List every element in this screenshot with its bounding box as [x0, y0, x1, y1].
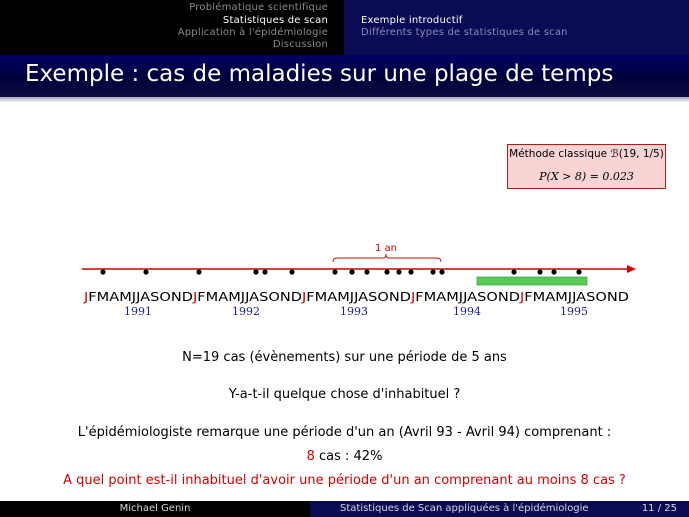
month-letter: A	[545, 289, 554, 304]
event-dot	[364, 269, 369, 274]
month-letter: M	[555, 289, 567, 304]
footer-title: Statistiques de Scan appliquées à l'épidémiologie	[340, 503, 589, 514]
event-dots	[100, 269, 581, 274]
section-list	[0, 0, 344, 55]
nav-section-problematique[interactable]: Problématique scientifique	[189, 2, 328, 13]
month-letter: A	[576, 289, 585, 304]
month-letter: J	[572, 289, 576, 304]
window-label: 1 an	[374, 243, 398, 254]
month-letter: M	[337, 289, 349, 304]
month-letter: F	[88, 289, 96, 304]
footer-right	[310, 501, 689, 517]
event-dot	[262, 269, 267, 274]
month-letter: J	[84, 289, 88, 304]
event-dot	[576, 269, 581, 274]
event-dot	[289, 269, 294, 274]
month-letter: J	[458, 289, 463, 304]
month-letter: F	[415, 289, 423, 304]
event-dot	[537, 269, 542, 274]
month-letter: M	[96, 289, 108, 304]
title-shadow	[0, 97, 689, 103]
month-letter: J	[411, 289, 415, 304]
month-letter: F	[197, 289, 205, 304]
window-brace	[333, 254, 441, 262]
timeline-arrow-icon	[627, 265, 636, 273]
month-letter: O	[159, 289, 170, 304]
month-letter: N	[606, 289, 617, 304]
month-letter: A	[249, 289, 258, 304]
month-letter: J	[463, 289, 467, 304]
month-letter: J	[302, 289, 306, 304]
event-dot	[551, 269, 556, 274]
month-letter: S	[259, 289, 268, 304]
month-letter: M	[532, 289, 544, 304]
month-letter: D	[290, 289, 301, 304]
event-dot	[396, 269, 401, 274]
month-letter: D	[508, 289, 519, 304]
month-letter: J	[136, 289, 140, 304]
text-epidemiologist: L'épidémiologiste remarque une période d'un an (Avril 93 - Avril 94) comprenant :	[77, 425, 612, 440]
month-letter: S	[477, 289, 486, 304]
method-box-line1: Méthode classique ℬ(19, 1/5)	[509, 148, 664, 160]
month-letter: J	[131, 289, 136, 304]
year-label: 1993	[340, 305, 368, 318]
nav-section-discussion[interactable]: Discussion	[272, 39, 328, 50]
month-letter: J	[240, 289, 245, 304]
year-labels	[124, 305, 588, 318]
month-letter: O	[268, 289, 279, 304]
subsection-list	[344, 0, 689, 55]
event-dot	[439, 269, 444, 274]
nav-section-statistiques[interactable]: Statistiques de scan	[222, 15, 328, 26]
month-letter: A	[140, 289, 149, 304]
month-letter: J	[349, 289, 354, 304]
month-letter: M	[205, 289, 217, 304]
year-label: 1992	[232, 305, 260, 318]
text-main-question: A quel point est-il inhabituel d'avoir une période d'un an comprenant au moins 8 cas ?	[63, 473, 626, 488]
month-letter: A	[109, 289, 118, 304]
month-letter: D	[399, 289, 410, 304]
month-letter: S	[586, 289, 595, 304]
month-letter: N	[497, 289, 508, 304]
event-dot	[100, 269, 105, 274]
event-dot	[384, 269, 389, 274]
event-dot	[408, 269, 413, 274]
month-letter: N	[170, 289, 181, 304]
nav-section-application[interactable]: Application à l'épidémiologie	[177, 27, 328, 38]
month-letter: J	[354, 289, 358, 304]
event-dot	[332, 269, 337, 274]
month-letter: J	[520, 289, 524, 304]
year-label: 1991	[124, 305, 152, 318]
month-letter: M	[446, 289, 458, 304]
month-letter: O	[377, 289, 388, 304]
method-box-line2: P(X > 8) = 0.023	[539, 170, 634, 183]
event-dot	[511, 269, 516, 274]
month-letter: A	[218, 289, 227, 304]
month-letter: M	[423, 289, 435, 304]
event-dot	[430, 269, 435, 274]
month-letter: A	[467, 289, 476, 304]
month-letter: M	[119, 289, 131, 304]
footer-page-number: 11 / 25	[641, 503, 677, 514]
month-letter: F	[524, 289, 532, 304]
month-labels	[83, 289, 629, 304]
month-letter: J	[567, 289, 572, 304]
event-dot	[349, 269, 354, 274]
month-letter: N	[279, 289, 290, 304]
slide-title-bar	[0, 55, 689, 97]
footer-author: Michael Genin	[119, 503, 191, 514]
month-letter: A	[327, 289, 336, 304]
method-box	[507, 144, 666, 189]
event-dot	[196, 269, 201, 274]
text-n-cases: N=19 cas (évènements) sur une période de 5 ans	[182, 350, 507, 365]
highlight-window	[477, 277, 587, 285]
footer-bar	[0, 501, 689, 517]
month-letter: D	[617, 289, 628, 304]
month-letter: M	[228, 289, 240, 304]
month-letter: A	[358, 289, 367, 304]
month-letter: S	[368, 289, 377, 304]
case-count-rest: cas : 42%	[314, 449, 383, 464]
timeline-diagram	[0, 230, 689, 320]
month-letter: O	[486, 289, 497, 304]
year-label: 1995	[560, 305, 588, 318]
text-question-unusual: Y-a-t-il quelque chose d'inhabituel ?	[228, 387, 461, 402]
slide-title: Exemple : cas de maladies sur une plage de temps	[25, 61, 614, 87]
event-dot	[143, 269, 148, 274]
year-label: 1994	[453, 305, 481, 318]
month-letter: J	[193, 289, 197, 304]
month-sequence	[83, 289, 629, 304]
text-count-line	[0, 449, 689, 464]
month-letter: D	[181, 289, 192, 304]
header-navigation	[0, 0, 689, 55]
month-letter: J	[245, 289, 249, 304]
month-letter: S	[150, 289, 159, 304]
nav-subsection-exemple[interactable]: Exemple introductif	[361, 15, 463, 26]
event-dot	[253, 269, 258, 274]
month-letter: O	[595, 289, 606, 304]
nav-subsection-types[interactable]: Différents types de statistiques de scan	[361, 27, 568, 38]
month-letter: N	[388, 289, 399, 304]
case-count: 8	[306, 449, 315, 464]
month-letter: A	[436, 289, 445, 304]
month-letter: M	[314, 289, 326, 304]
month-letter: F	[306, 289, 314, 304]
